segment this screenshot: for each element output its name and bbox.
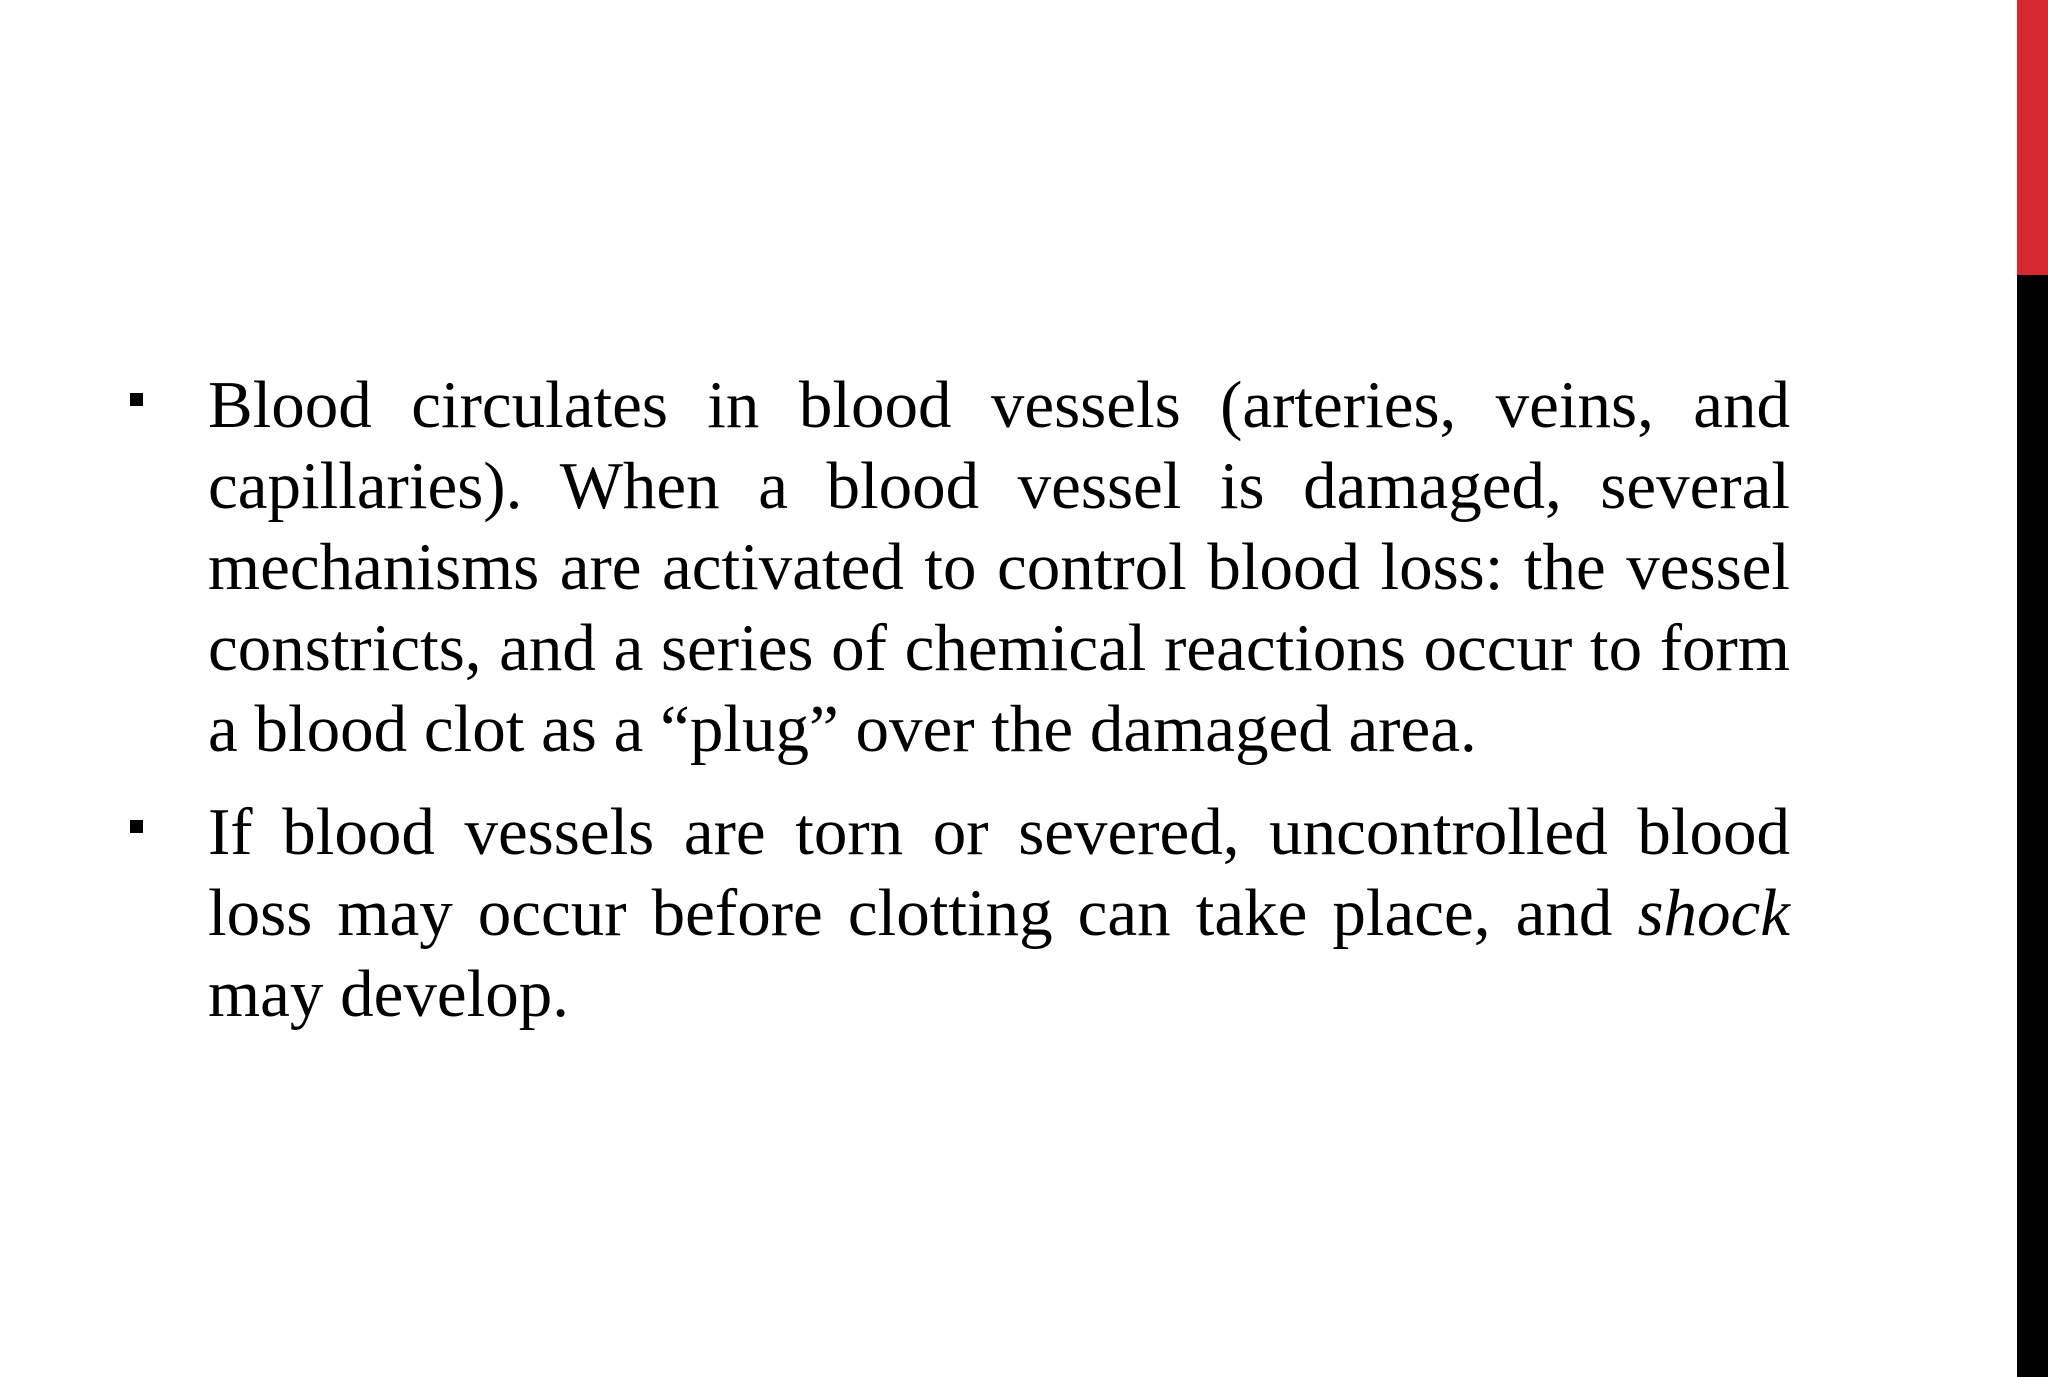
bullet-text-2	[208, 792, 1790, 1035]
bullet-text-2-start: If blood vessels are torn or severed, uncontrolled blood loss may occur before clotting can take place, and	[208, 795, 1790, 950]
side-bar-red-segment	[2017, 0, 2048, 275]
bullet-item-1	[120, 365, 1790, 770]
bullet-text-2-end: may develop.	[208, 957, 569, 1031]
bullet-item-2	[120, 792, 1790, 1035]
bullet-text-1: Blood circulates in blood vessels (arteries, veins, and capillaries). When a blood vessel is damaged, several mechanisms are activated to control blood loss: the vessel constricts, and a series of chemical reactions occur to form a blood clot as a “plug” over the damaged area.	[208, 368, 1790, 766]
square-bullet-icon	[130, 393, 143, 406]
square-bullet-icon	[130, 820, 143, 833]
side-bar-black-segment	[2017, 275, 2048, 1377]
bullet-list	[120, 365, 1790, 1057]
side-accent-bar	[2017, 0, 2048, 1377]
bullet-text-2-italic: shock	[1637, 876, 1790, 950]
